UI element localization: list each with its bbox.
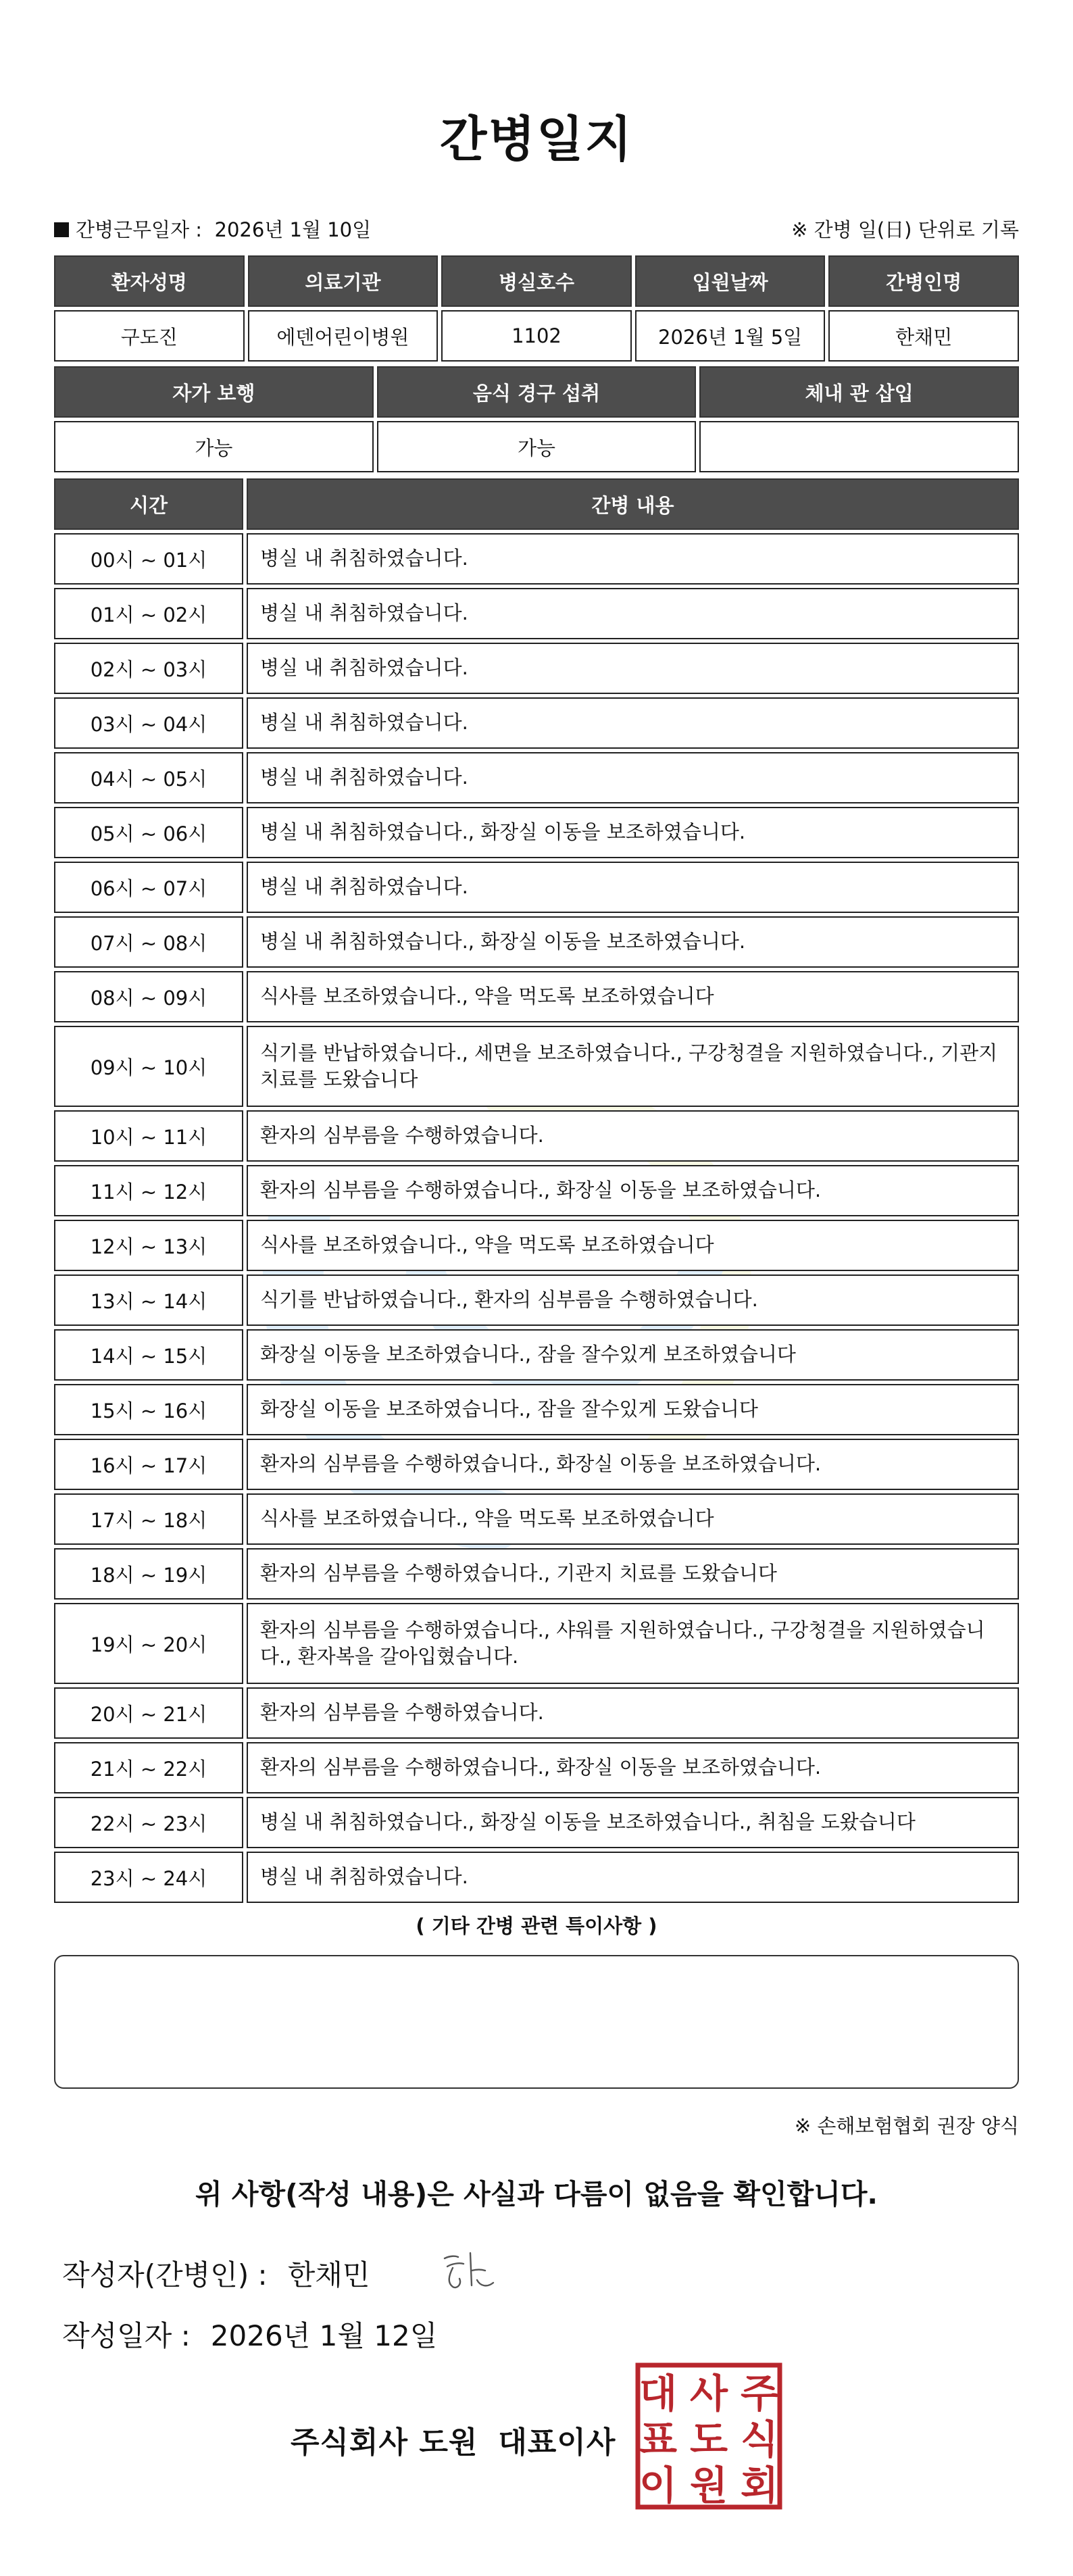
confirmation-statement: 위 사항(작성 내용)은 사실과 다름이 없음을 확인합니다. [195,2178,878,2210]
log-row [54,1603,1019,1684]
seal-character: 이 [639,2462,678,2508]
company-signature [291,2418,616,2461]
log-content: 병실 내 취침하였습니다., 화장실 이동을 보조하였습니다., 취침을 도왔습니다 [247,1797,1019,1848]
log-time: 10시 ~ 11시 [54,1110,243,1162]
caregiver-name: 한채민 [828,310,1019,362]
company-seal-stamp [634,2361,784,2511]
log-time: 01시 ~ 02시 [54,588,243,639]
log-row [54,533,1019,585]
log-time: 00시 ~ 01시 [54,533,243,585]
log-content: 병실 내 취침하였습니다. [247,752,1019,803]
log-time: 18시 ~ 19시 [54,1548,243,1600]
seal-character: 도 [689,2417,728,2462]
log-content: 환자의 심부름을 수행하였습니다. [247,1687,1019,1739]
log-time: 05시 ~ 06시 [54,807,243,858]
patient-info-table [54,255,1019,362]
room-number: 1102 [441,310,632,362]
company-title: 대표이사 [498,2425,616,2460]
unit-note: ※ 간병 일(日) 단위로 기록 [791,218,1019,241]
writer-label: 작성자(간병인) : [62,2258,268,2292]
log-rows [54,533,1019,1903]
work-date-label: 간병근무일자 : [76,218,203,241]
log-content: 환자의 심부름을 수행하였습니다., 화장실 이동을 보조하였습니다. [247,1165,1019,1216]
header-care-content: 간병 내용 [247,478,1019,530]
log-row [54,1026,1019,1107]
log-row [54,971,1019,1022]
oral-intake-value: 가능 [377,421,697,472]
log-time: 16시 ~ 17시 [54,1439,243,1490]
writer-line [62,2253,370,2294]
log-content: 병실 내 취침하였습니다. [247,588,1019,639]
header-patient-name: 환자성명 [54,255,245,307]
log-row [54,1329,1019,1381]
seal-character: 사 [689,2371,728,2417]
log-time: 07시 ~ 08시 [54,916,243,968]
admission-date: 2026년 1월 5일 [635,310,826,362]
log-row [54,1274,1019,1326]
log-row [54,643,1019,694]
log-content: 식사를 보조하였습니다., 약을 먹도록 보조하였습니다 [247,1220,1019,1271]
log-row [54,1165,1019,1216]
log-content: 환자의 심부름을 수행하였습니다. [247,1110,1019,1162]
self-walking-value: 가능 [54,421,374,472]
log-time: 17시 ~ 18시 [54,1493,243,1545]
seal-character: 대 [639,2371,678,2417]
log-time: 23시 ~ 24시 [54,1852,243,1903]
log-content: 식사를 보조하였습니다., 약을 먹도록 보조하였습니다 [247,971,1019,1022]
log-header-row [54,478,1019,530]
company-name: 주식회사 도원 [291,2425,478,2460]
header-room-number: 병실호수 [441,255,632,307]
remarks-box [54,1955,1019,2089]
square-bullet-icon [54,222,69,237]
log-content: 화장실 이동을 보조하였습니다., 잠을 잘수있게 보조하였습니다 [247,1329,1019,1381]
log-content: 병실 내 취침하였습니다. [247,1852,1019,1903]
log-content: 병실 내 취침하였습니다. [247,643,1019,694]
written-date-value: 2026년 1월 12일 [210,2319,438,2352]
log-time: 15시 ~ 16시 [54,1384,243,1435]
header-hospital: 의료기관 [248,255,439,307]
log-row [54,916,1019,968]
log-row [54,1384,1019,1435]
log-time: 13시 ~ 14시 [54,1274,243,1326]
log-row [54,1797,1019,1848]
seal-character: 원 [689,2462,728,2508]
log-time: 04시 ~ 05시 [54,752,243,803]
hospital: 에덴어린이병원 [248,310,439,362]
header-admission-date: 입원날짜 [635,255,826,307]
log-time: 20시 ~ 21시 [54,1687,243,1739]
log-content: 병실 내 취침하였습니다. [247,533,1019,585]
log-content: 병실 내 취침하였습니다. [247,697,1019,749]
log-time: 06시 ~ 07시 [54,862,243,913]
seal-character: 식 [740,2417,779,2462]
log-row [54,1439,1019,1490]
log-row [54,807,1019,858]
seal-character: 회 [740,2462,779,2508]
log-time: 12시 ~ 13시 [54,1220,243,1271]
source-note: ※ 손해보험협회 권장 양식 [794,2114,1019,2137]
log-content: 병실 내 취침하였습니다., 화장실 이동을 보조하였습니다. [247,807,1019,858]
handwritten-signature [432,2244,500,2298]
work-date-value: 2026년 1월 10일 [214,218,372,241]
remarks-title: ( 기타 간병 관련 특이사항 ) [416,1914,657,1937]
log-content: 환자의 심부름을 수행하였습니다., 기관지 치료를 도왔습니다 [247,1548,1019,1600]
log-time: 19시 ~ 20시 [54,1603,243,1684]
document-title: 간병일지 [439,111,634,168]
seal-character: 주 [740,2371,779,2417]
log-time: 14시 ~ 15시 [54,1329,243,1381]
patient-status-table [54,366,1019,472]
header-self-walking: 자가 보행 [54,366,374,418]
written-date-line [62,2314,437,2354]
log-content: 식기를 반납하였습니다., 세면을 보조하였습니다., 구강청결을 지원하였습니다., 기관지 치료를 도왔습니다 [247,1026,1019,1107]
log-row [54,588,1019,639]
log-content: 식사를 보조하였습니다., 약을 먹도록 보조하였습니다 [247,1493,1019,1545]
log-time: 03시 ~ 04시 [54,697,243,749]
log-row [54,1110,1019,1162]
header-tube-insertion: 체내 관 삽입 [699,366,1019,418]
document-meta [54,215,1019,246]
log-row [54,862,1019,913]
log-row [54,1742,1019,1793]
care-log-table [54,478,1019,1906]
log-content: 식기를 반납하였습니다., 환자의 심부름을 수행하였습니다. [247,1274,1019,1326]
log-time: 02시 ~ 03시 [54,643,243,694]
log-time: 22시 ~ 23시 [54,1797,243,1848]
log-time: 08시 ~ 09시 [54,971,243,1022]
work-date [54,215,371,243]
written-date-label: 작성일자 : [62,2319,191,2352]
log-row [54,1687,1019,1739]
log-row [54,752,1019,803]
header-time: 시간 [54,478,243,530]
log-time: 11시 ~ 12시 [54,1165,243,1216]
log-row [54,1220,1019,1271]
log-content: 병실 내 취침하였습니다. [247,862,1019,913]
tube-insertion-value [699,421,1019,472]
log-row [54,1548,1019,1600]
header-oral-intake: 음식 경구 섭취 [377,366,697,418]
log-content: 환자의 심부름을 수행하였습니다., 샤워를 지원하였습니다., 구강청결을 지원하였습니다., 환자복을 갈아입혔습니다. [247,1603,1019,1684]
log-content: 병실 내 취침하였습니다., 화장실 이동을 보조하였습니다. [247,916,1019,968]
log-row [54,1493,1019,1545]
log-time: 09시 ~ 10시 [54,1026,243,1107]
log-content: 환자의 심부름을 수행하였습니다., 화장실 이동을 보조하였습니다. [247,1439,1019,1490]
header-caregiver-name: 간병인명 [828,255,1019,307]
log-content: 화장실 이동을 보조하였습니다., 잠을 잘수있게 도왔습니다 [247,1384,1019,1435]
log-row [54,697,1019,749]
log-content: 환자의 심부름을 수행하였습니다., 화장실 이동을 보조하였습니다. [247,1742,1019,1793]
log-row [54,1852,1019,1903]
seal-character: 표 [639,2417,678,2462]
patient-name: 구도진 [54,310,245,362]
log-time: 21시 ~ 22시 [54,1742,243,1793]
writer-name: 한채민 [287,2258,370,2292]
